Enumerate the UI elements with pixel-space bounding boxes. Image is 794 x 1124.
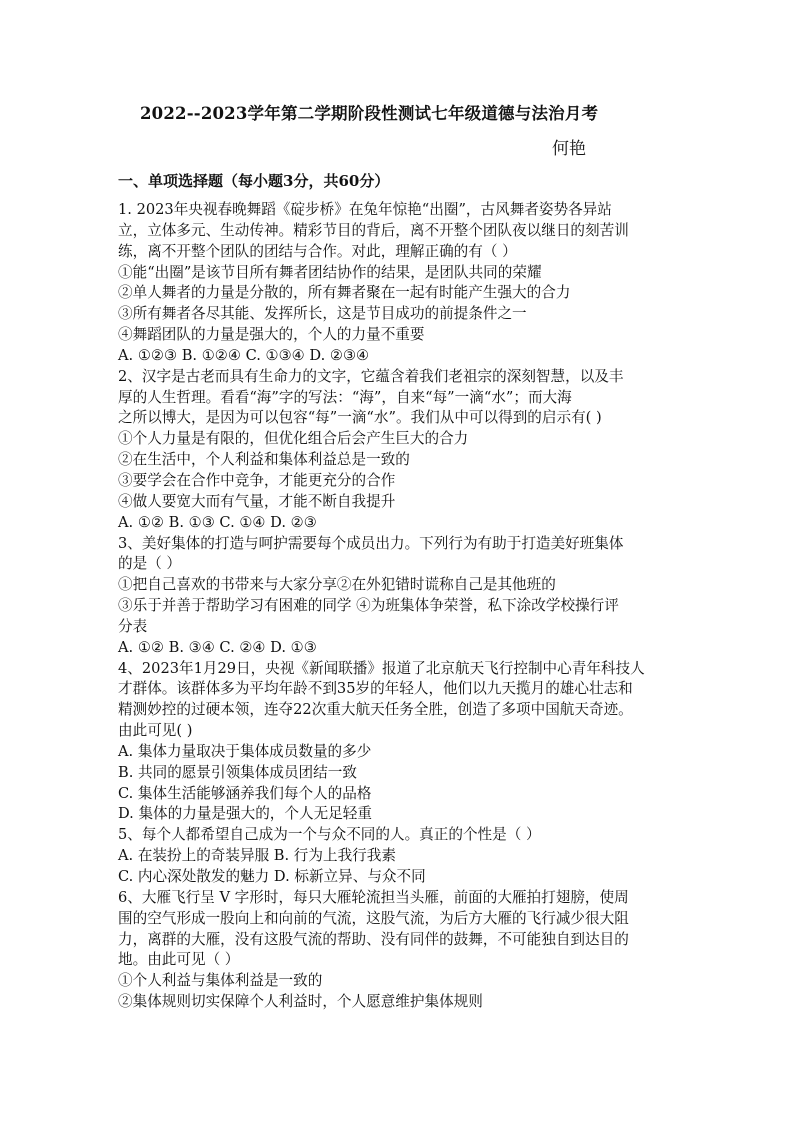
text-line: 之所以博大，是因为可以包容“每”一滴“水”。我们从中可以得到的启示有( ) (118, 409, 602, 427)
section-heading: 一、单项选择题（每小题3分，共60分） (118, 172, 390, 190)
text-line: 厚的人生哲理。看看“海”字的写法：“海”，自来“每”一滴“水”；而大海 (118, 388, 572, 406)
text-line: 立，立体多元、生动传神。精彩节目的背后，离不开整个团队夜以继日的刻苦训 (118, 221, 629, 239)
text-line: ④舞蹈团队的力量是强大的，个人的力量不重要 (118, 326, 425, 344)
text-line: ③所有舞者各尽其能、发挥所长，这是节目成功的前提条件之一 (118, 305, 527, 323)
text-line: 地。由此可见（ ） (118, 951, 240, 969)
text-line: 围的空气形成一股向上和向前的气流，这股气流，为后方大雁的飞行减少很大阻 (118, 909, 629, 927)
text-line: ②集体规则切实保障个人利益时，个人愿意维护集体规则 (118, 993, 483, 1011)
text-line: 2、汉字是古老而具有生命力的文字，它蕴含着我们老祖宗的深刻智慧，以及丰 (118, 367, 624, 385)
text-line: 精测妙控的过硬本领，连夺22次重大航天任务全胜，创造了多项中国航天奇迹。 (118, 701, 633, 719)
exam-title: 2022--2023学年第二学期阶段性测试七年级道德与法治月考 (140, 104, 599, 123)
text-line: 练，离不开整个团队的团结与合作。对此，理解正确的有（ ） (118, 242, 517, 260)
text-line: 才群体。该群体多为平均年龄不到35岁的年轻人，他们以九天揽月的雄心壮志和 (118, 680, 633, 698)
text-line: A. 集体力量取决于集体成员数量的多少 (118, 742, 372, 760)
text-line: C. 内心深处散发的魅力 D. 标新立异、与众不同 (118, 868, 426, 885)
text-line: C. 集体生活能够涵养我们每个人的品格 (118, 784, 372, 802)
text-line: 3、美好集体的打造与呵护需要每个成员出力。下列行为有助于打造美好班集体 (118, 534, 624, 552)
text-line: ①个人力量是有限的，但优化组合后会产生巨大的合力 (118, 430, 469, 448)
text-line: A. ①②③ B. ①②④ C. ①③④ D. ②③④ (118, 346, 370, 364)
text-line: 由此可见( ) (118, 722, 193, 740)
question-body (118, 200, 678, 1013)
text-line: 1. 2023年央视春晚舞蹈《碇步桥》在兔年惊艳“出圈”，古风舞者姿势各异站 (118, 201, 612, 218)
text-line: 分表 (118, 617, 148, 635)
text-line: D. 集体的力量是强大的，个人无足轻重 (118, 805, 372, 823)
text-line: A. ①② B. ①③ C. ①④ D. ②③ (118, 513, 317, 531)
text-line: B. 共同的愿景引领集体成员团结一致 (118, 763, 357, 781)
text-line: 的是（ ） (118, 555, 182, 573)
text-line: ②单人舞者的力量是分散的，所有舞者聚在一起有时能产生强大的合力 (118, 284, 571, 302)
text-line: 4、2023年1月29日，央视《新闻联播》报道了北京航天飞行控制中心青年科技人 (118, 659, 645, 677)
text-line: ④做人要宽大而有气量，才能不断自我提升 (118, 492, 396, 510)
author-name: 何艳 (552, 139, 586, 159)
text-line: A. ①② B. ③④ C. ②④ D. ①③ (118, 638, 317, 656)
text-line: ①能“出圈”是该节目所有舞者团结协作的结果，是团队共同的荣耀 (118, 263, 542, 281)
text-line: 力，离群的大雁，没有这股气流的帮助、没有同伴的鼓舞，不可能独自到达目的 (118, 930, 629, 948)
text-line: 6、大雁飞行呈 V 字形时，每只大雁轮流担当头雁，前面的大雁拍打翅膀，使周 (118, 888, 629, 906)
text-line: ②在生活中，个人利益和集体利益总是一致的 (118, 451, 410, 469)
text-line: ③乐于并善于帮助学习有困难的同学 ④为班集体争荣誉，私下涂改学校操行评 (118, 597, 619, 615)
text-line: ③要学会在合作中竞争，才能更充分的合作 (118, 471, 396, 489)
text-line: 5、每个人都希望自己成为一个与众不同的人。真正的个性是（ ） (118, 826, 541, 844)
text-line: ①把自己喜欢的书带来与大家分享②在外犯错时谎称自己是其他班的 (118, 576, 556, 594)
text-line: A. 在装扮上的奇装异服 B. 行为上我行我素 (118, 847, 396, 865)
text-line: ①个人利益与集体利益是一致的 (118, 972, 323, 990)
